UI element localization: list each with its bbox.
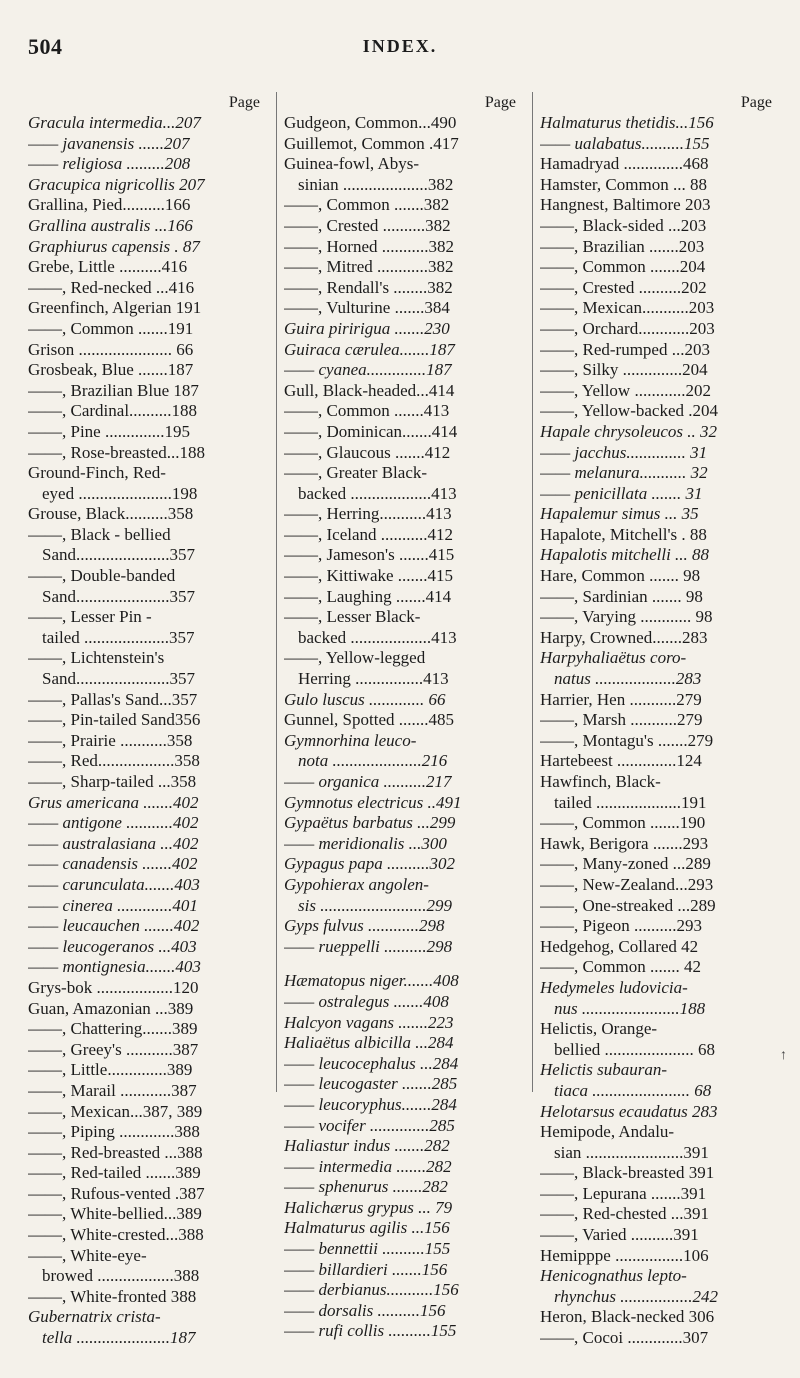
index-entry: Gymnotus electricus ..491 <box>284 792 462 812</box>
index-entry: ——, Pine ..............195 <box>28 421 190 441</box>
index-entry: Grallina australis ...166 <box>28 215 193 235</box>
index-entry: ——, Piping .............388 <box>28 1122 200 1142</box>
index-entry: —— sphenurus .......282 <box>284 1177 448 1197</box>
index-column-1 <box>28 92 266 1362</box>
index-entry: tella ......................187 <box>42 1328 196 1348</box>
column-rule <box>276 92 277 1092</box>
index-entry: backed ...................413 <box>298 627 457 647</box>
index-entry: —— jacchus.............. 31 <box>540 442 708 462</box>
index-entry: Grouse, Black..........358 <box>28 504 194 524</box>
column-rule <box>532 92 533 1092</box>
index-entry: —— ualabatus..........155 <box>540 133 710 153</box>
index-entry: ——, Common .......204 <box>540 257 706 277</box>
index-entry: ——, Chattering.......389 <box>28 1019 198 1039</box>
index-entry: tiaca ....................... 68 <box>554 1080 712 1100</box>
index-entry: ——, Common .......191 <box>28 318 194 338</box>
index-entry: Guiraca cærulea.......187 <box>284 339 455 359</box>
index-entry: ——, Black - bellied <box>28 524 171 544</box>
index-entry: —— cyanea..............187 <box>284 360 452 380</box>
index-entry: ——, Greey's ...........387 <box>28 1039 199 1059</box>
index-entry: Gypaëtus barbatus ...299 <box>284 813 456 833</box>
index-entry: —— leucoryphus.......284 <box>284 1094 457 1114</box>
index-entry: ——, Rufous-vented .387 <box>28 1183 205 1203</box>
index-entry: ——, Sardinian ....... 98 <box>540 586 703 606</box>
index-entry: Henicognathus lepto- <box>540 1266 687 1286</box>
index-entry: Hare, Common ....... 98 <box>540 566 701 586</box>
index-entry: Halcyon vagans .......223 <box>284 1012 454 1032</box>
index-entry: Guillemot, Common .417 <box>284 133 459 153</box>
index-entry: Hangnest, Baltimore 203 <box>540 195 711 215</box>
index-entry: ——, Cardinal..........188 <box>28 401 198 421</box>
index-entry: Gubernatrix crista- <box>28 1307 161 1327</box>
index-entry: ——, Black-breasted 391 <box>540 1163 715 1183</box>
index-entry: ——, Yellow-backed .204 <box>540 401 719 421</box>
index-entry: ——, Mitred ............382 <box>284 257 454 277</box>
index-entry: ——, Common ....... 42 <box>540 957 702 977</box>
index-entry: Grebe, Little ..........416 <box>28 257 188 277</box>
index-entry: eyed ......................198 <box>42 483 198 503</box>
index-entry: ——, New-Zealand...293 <box>540 874 714 894</box>
index-entry: Hapalotis mitchelli ... 88 <box>540 545 710 565</box>
index-entry: ——, Red-breasted ...388 <box>28 1142 203 1162</box>
index-entry: backed ...................413 <box>298 483 457 503</box>
index-entry: Gracupica nigricollis 207 <box>28 174 205 194</box>
index-entry: ——, Marail ............387 <box>28 1080 197 1100</box>
page-number: 504 <box>28 34 63 59</box>
index-entry: —— meridionalis ...300 <box>284 833 447 853</box>
index-entry: Halichærus grypus ... 79 <box>284 1197 453 1217</box>
index-entry: ——, Rendall's ........382 <box>284 277 453 297</box>
index-entry: ——, Iceland ...........412 <box>284 524 454 544</box>
index-entry: Hamadryad ..............468 <box>540 154 709 174</box>
margin-mark: ↑ <box>780 1048 787 1063</box>
index-entry: Hemipppe ................106 <box>540 1245 709 1265</box>
index-entry: ——, Laughing .......414 <box>284 586 452 606</box>
index-entry: ——, Double-banded <box>28 566 176 586</box>
index-entry: —— intermedia .......282 <box>284 1156 452 1176</box>
index-entry: ——, Red-necked ...416 <box>28 277 195 297</box>
index-entry: Guan, Amazonian ...389 <box>28 998 194 1018</box>
index-entry: ——, Many-zoned ...289 <box>540 854 711 874</box>
index-entry: Harrier, Hen ...........279 <box>540 689 702 709</box>
index-entry: ——, Marsh ...........279 <box>540 710 703 730</box>
index-entry: sian .......................391 <box>554 1142 709 1162</box>
index-entry: —— penicillata ....... 31 <box>540 483 703 503</box>
index-entry: ——, Red..................358 <box>28 751 200 771</box>
index-entry: —— melanura........... 32 <box>540 463 708 483</box>
index-entry: ——, Horned ...........382 <box>284 236 454 256</box>
index-entry: —— australasiana ...402 <box>28 833 199 853</box>
index-entry: —— derbianus...........156 <box>284 1280 459 1300</box>
index-entry: ——, Kittiwake .......415 <box>284 566 454 586</box>
index-entry: —— dorsalis ..........156 <box>284 1300 446 1320</box>
index-entry: Gracula intermedia...207 <box>28 113 201 132</box>
index-entry: ——, Lesser Black- <box>284 607 421 627</box>
index-entry: ——, Lichtenstein's <box>28 648 165 668</box>
index-entry: Gypagus papa ..........302 <box>284 854 455 874</box>
index-entry: ——, Lepurana .......391 <box>540 1183 707 1203</box>
index-entry: ——, Crested ..........202 <box>540 277 707 297</box>
index-entry: Helictis, Orange- <box>540 1019 658 1039</box>
index-entry: ——, Black-sided ...203 <box>540 215 707 235</box>
index-entry: Ground-Finch, Red- <box>28 463 166 483</box>
index-entry: Hedymeles ludovicia- <box>540 977 688 997</box>
index-entry: Gymnorhina leuco- <box>284 730 417 750</box>
index-entry: Hapalote, Mitchell's . 88 <box>540 524 707 544</box>
index-entry: —— leucogaster .......285 <box>284 1074 458 1094</box>
index-entry: —— religiosa .........208 <box>28 154 191 174</box>
index-entry: ——, White-fronted 388 <box>28 1286 197 1306</box>
index-entry: ——, Crested ..........382 <box>284 215 451 235</box>
index-entry: —— javanensis ......207 <box>28 133 190 153</box>
index-entry: ——, Common .......413 <box>284 401 450 421</box>
index-column-3 <box>540 92 778 1362</box>
index-entry: Grison ...................... 66 <box>28 339 194 359</box>
index-entry: Haliastur indus .......282 <box>284 1136 450 1156</box>
index-entry: Grus americana .......402 <box>28 792 199 812</box>
index-columns <box>28 92 778 1362</box>
index-entry: ——, Lesser Pin - <box>28 607 152 627</box>
index-entry: —— cinerea .............401 <box>28 895 198 915</box>
index-entry: Guira piririgua .......230 <box>284 318 450 338</box>
index-entry: Gull, Black-headed...414 <box>284 380 455 400</box>
running-head: INDEX. <box>362 36 438 56</box>
index-entry: ——, Varying ............ 98 <box>540 607 713 627</box>
index-entry: Halmaturus agilis ...156 <box>284 1218 450 1238</box>
index-entry: Sand......................357 <box>42 586 195 606</box>
index-entry: —— leucocephalus ...284 <box>284 1053 459 1073</box>
index-entry: Hæmatopus niger.......408 <box>284 971 459 991</box>
index-entry: —— organica ..........217 <box>284 772 452 791</box>
index-entry: nus .......................188 <box>554 998 706 1018</box>
index-entry: ——, Yellow ............202 <box>540 380 711 400</box>
index-entry: Guinea-fowl, Abys- <box>284 154 420 174</box>
index-entry: Hemipode, Andalu- <box>540 1122 675 1142</box>
index-entry: sis .........................299 <box>298 895 452 915</box>
index-entry: ——, White-crested...388 <box>28 1225 204 1245</box>
index-entry: ——, Common .......190 <box>540 813 706 833</box>
index-entry: —— antigone ...........402 <box>28 813 199 833</box>
index-entry: —— carunculata.......403 <box>28 874 200 894</box>
index-entry: Hapale chrysoleucos .. 32 <box>540 421 718 441</box>
index-entry: Haliaëtus albicilla ...284 <box>284 1033 454 1053</box>
index-entry: ——, Vulturine .......384 <box>284 298 450 318</box>
index-entry: —— bennettii ..........155 <box>284 1239 451 1259</box>
index-entry: Gypohierax angolen- <box>284 874 429 894</box>
index-entry: nota .....................216 <box>298 751 448 771</box>
index-entry: ——, Red-tailed .......389 <box>28 1163 201 1183</box>
index-entry: ——, One-streaked ...289 <box>540 895 716 915</box>
index-entry: browed ..................388 <box>42 1266 200 1286</box>
index-entry: ——, Jameson's .......415 <box>284 545 455 565</box>
index-entry: —— rueppelli ..........298 <box>284 936 453 956</box>
index-entry: ——, Mexican...387, 389 <box>28 1101 203 1121</box>
index-entry: ——, Herring...........413 <box>284 504 452 524</box>
index-entry: —— ostralegus .......408 <box>284 991 449 1011</box>
index-entry: sinian ....................382 <box>298 174 454 194</box>
index-entry: —— canadensis .......402 <box>28 854 198 874</box>
index-entry: ——, Cocoi .............307 <box>540 1328 709 1348</box>
index-entry: tailed ....................191 <box>554 792 707 812</box>
index-entry: Gudgeon, Common...490 <box>284 113 457 132</box>
index-entry: —— vocifer ..............285 <box>284 1115 455 1135</box>
column-page-heading: Page <box>484 94 516 111</box>
index-entry: Helotarsus ecaudatus 283 <box>540 1101 718 1121</box>
index-entry: Gyps fulvus ............298 <box>284 916 445 936</box>
index-entry: ——, Glaucous .......412 <box>284 442 451 462</box>
index-entry: ——, Little..............389 <box>28 1060 193 1080</box>
index-entry: tailed ....................357 <box>42 627 195 647</box>
index-entry: Sand......................357 <box>42 545 195 565</box>
index-entry: Hartebeest ..............124 <box>540 751 702 771</box>
index-entry: Hedgehog, Collared 42 <box>540 936 699 956</box>
index-entry: ——, Red-chested ...391 <box>540 1204 710 1224</box>
index-entry: natus ...................283 <box>554 669 702 689</box>
index-entry: ——, Pallas's Sand...357 <box>28 689 198 709</box>
index-entry: Graphiurus capensis . 87 <box>28 236 200 256</box>
index-entry: Hawk, Berigora .......293 <box>540 833 709 853</box>
index-entry: ——, Rose-breasted...188 <box>28 442 206 462</box>
index-entry: ——, Prairie ...........358 <box>28 730 193 750</box>
index-entry: —— rufi collis ..........155 <box>284 1321 457 1341</box>
index-entry: Grallina, Pied..........166 <box>28 195 191 215</box>
index-entry: Harpyhaliaëtus coro- <box>540 648 687 668</box>
index-entry: Halmaturus thetidis...156 <box>540 113 714 132</box>
index-entry: bellied ..................... 68 <box>554 1039 716 1059</box>
index-entry: Grys-bok ..................120 <box>28 977 199 997</box>
index-entry: Helictis subauran- <box>540 1060 668 1080</box>
index-entry: ——, White-bellied...389 <box>28 1204 202 1224</box>
index-entry: ——, Yellow-legged <box>284 648 426 668</box>
index-entry: Hamster, Common ... 88 <box>540 174 707 194</box>
column-page-heading: Page <box>740 94 772 111</box>
index-entry: ——, Sharp-tailed ...358 <box>28 772 197 791</box>
index-entry: ——, Brazilian .......203 <box>540 236 705 256</box>
column-page-heading: Page <box>228 94 260 111</box>
index-entry: Harpy, Crowned.......283 <box>540 627 708 647</box>
index-entry: —— billardieri .......156 <box>284 1259 448 1279</box>
index-entry: ——, Montagu's .......279 <box>540 730 714 750</box>
index-entry: Hapalemur simus ... 35 <box>540 504 699 524</box>
index-entry: ——, Mexican...........203 <box>540 298 715 318</box>
index-entry: Herring ................413 <box>298 669 449 689</box>
index-entry: ——, Pigeon ..........293 <box>540 916 702 936</box>
index-entry: —— montignesia.......403 <box>28 957 201 977</box>
index-entry: ——, White-eye- <box>28 1245 147 1265</box>
index-entry: ——, Dominican.......414 <box>284 421 458 441</box>
index-entry: ——, Varied ..........391 <box>540 1225 699 1245</box>
page-header <box>0 34 800 64</box>
index-entry: ——, Orchard............203 <box>540 318 715 338</box>
index-entry: Gunnel, Spotted .......485 <box>284 710 454 730</box>
index-entry: Greenfinch, Algerian 191 <box>28 298 202 318</box>
index-column-2 <box>284 92 522 1362</box>
index-entry: rhynchus .................242 <box>554 1286 719 1306</box>
index-entry: ——, Greater Black- <box>284 463 428 483</box>
index-entry: Gulo luscus ............. 66 <box>284 689 446 709</box>
index-entry: Grosbeak, Blue .......187 <box>28 360 194 380</box>
index-entry: —— leucauchen .......402 <box>28 916 200 936</box>
index-entry: ——, Common .......382 <box>284 195 450 215</box>
index-entry: Heron, Black-necked 306 <box>540 1307 715 1327</box>
index-entry: —— leucogeranos ...403 <box>28 936 197 956</box>
index-entry: ——, Silky ..............204 <box>540 360 708 380</box>
index-entry: ——, Pin-tailed Sand356 <box>28 710 201 730</box>
index-entry: ——, Brazilian Blue 187 <box>28 380 199 400</box>
index-entry: Hawfinch, Black- <box>540 772 661 791</box>
index-entry: Sand......................357 <box>42 669 195 689</box>
index-entry: ——, Red-rumped ...203 <box>540 339 710 359</box>
